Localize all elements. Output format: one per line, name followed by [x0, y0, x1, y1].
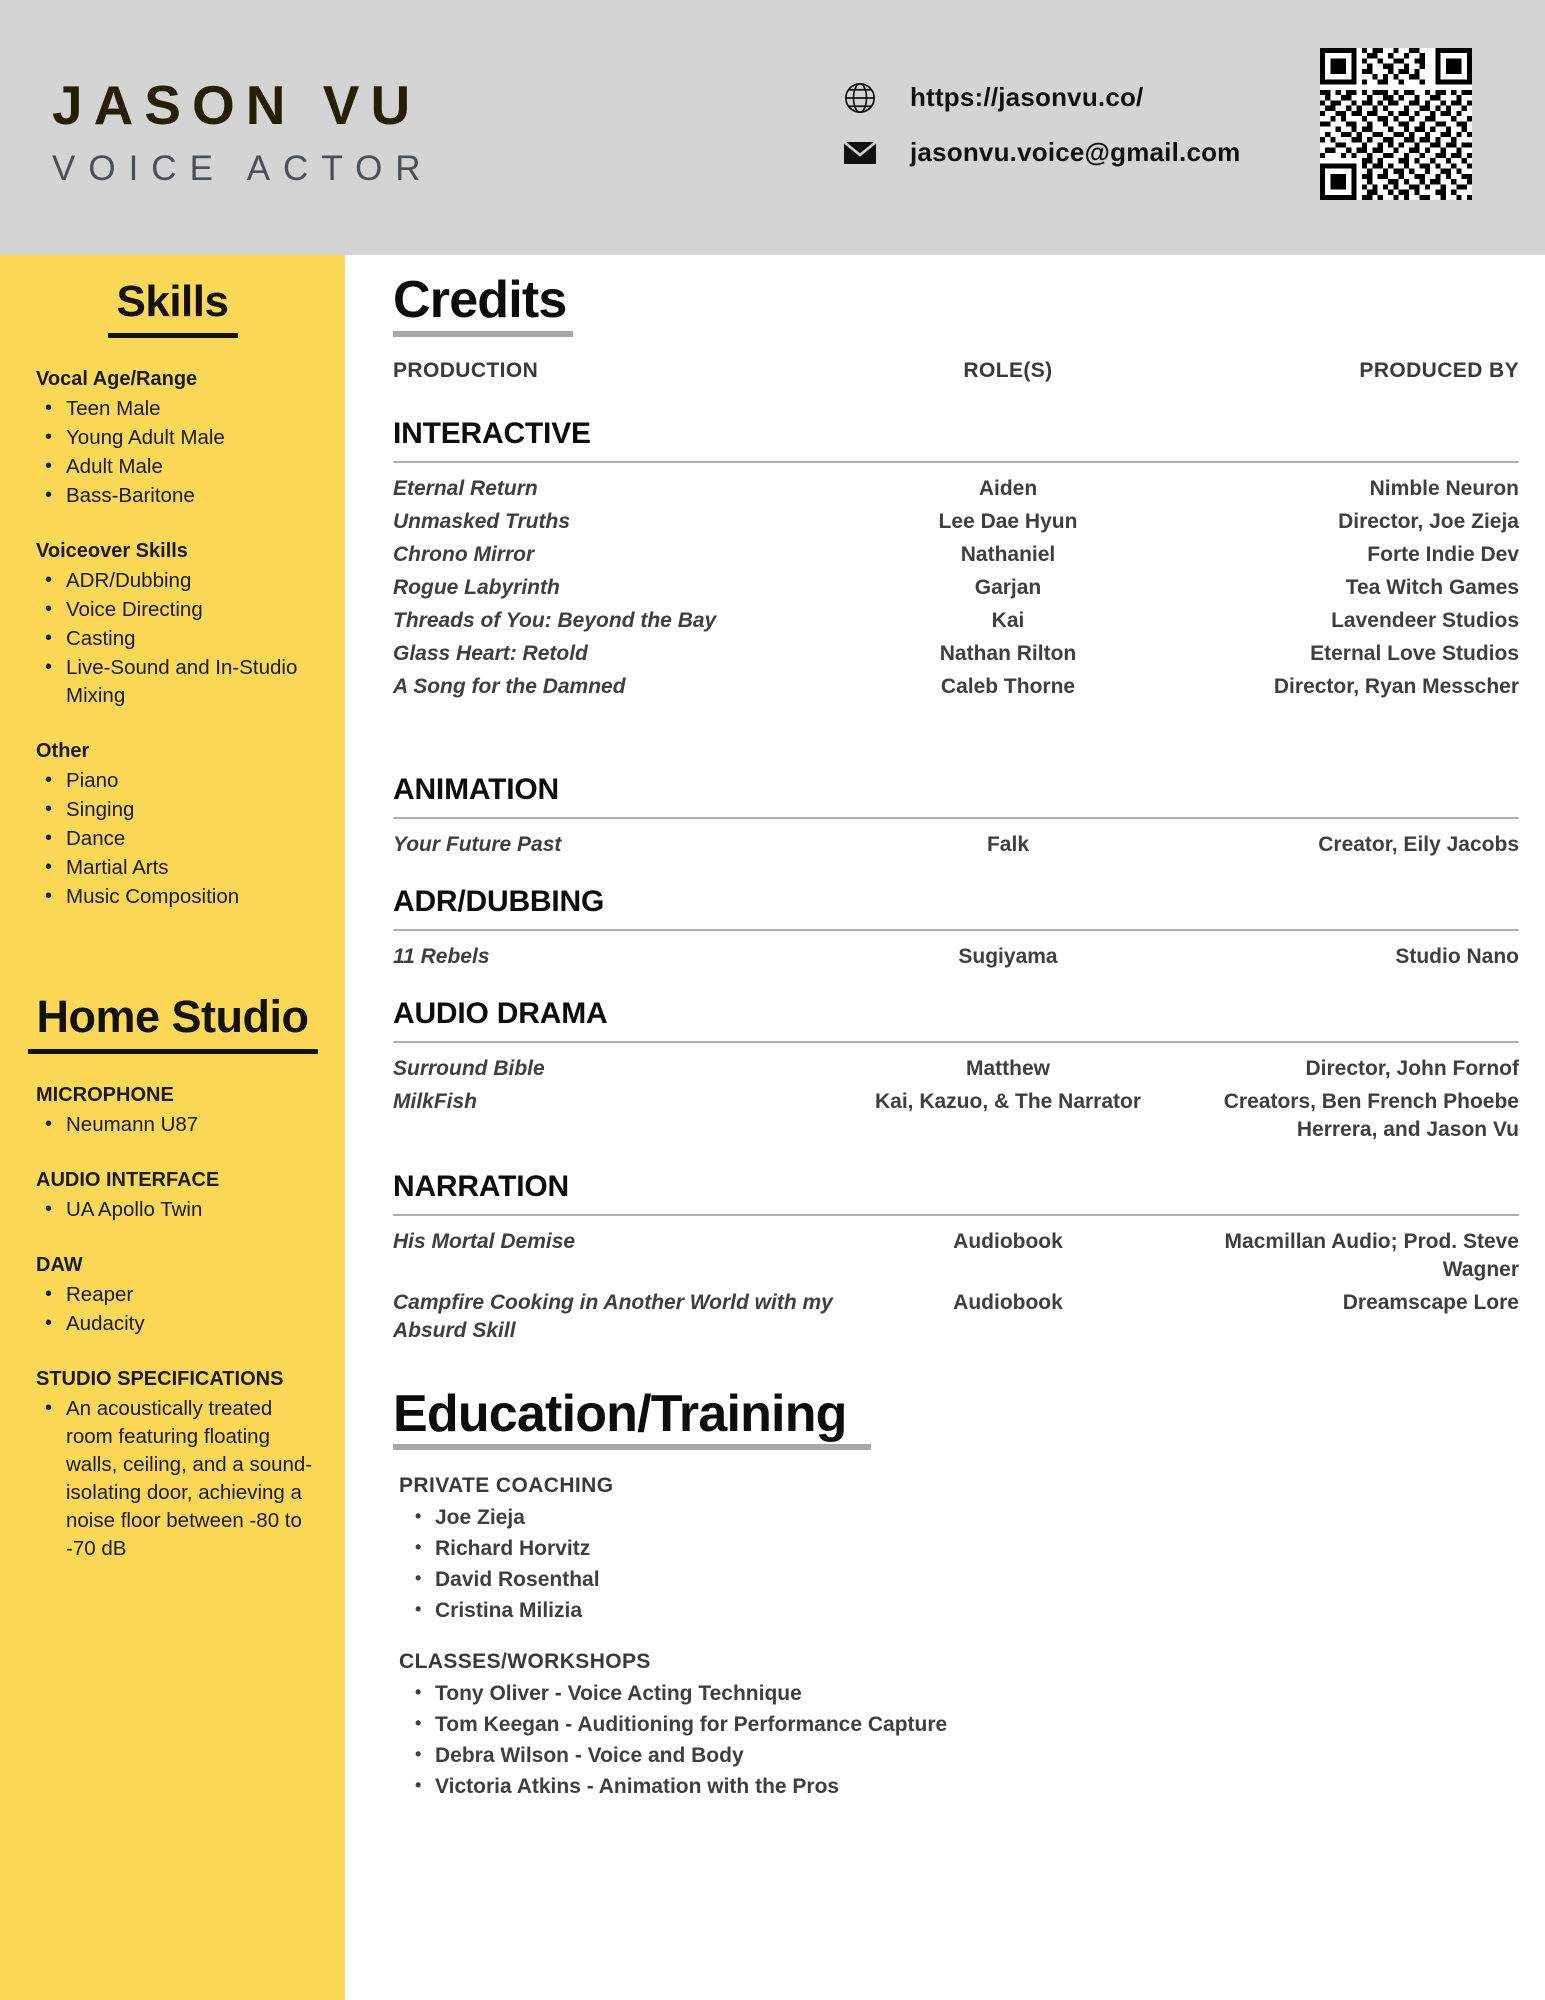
table-row [393, 1228, 1519, 1284]
studio-group-list [36, 1196, 321, 1224]
education-title-wrap [393, 1384, 1519, 1451]
cell-produced-by: Nimble Neuron [1369, 476, 1519, 500]
credits-column-headers [393, 359, 1519, 383]
cell-production: Eternal Return [393, 476, 538, 500]
cell-role: Garjan [974, 575, 1042, 599]
website-url: https://jasonvu.co/ [910, 82, 1144, 112]
table-row [393, 1289, 1519, 1345]
cell-produced-by: Forte Indie Dev [1367, 542, 1519, 566]
skills-group-heading: Other [36, 740, 90, 762]
cell-produced-by: Eternal Love Studios [1310, 641, 1519, 665]
studio-group [36, 1169, 321, 1224]
skills-group-heading: Voiceover Skills [36, 540, 188, 562]
studio-group-list [36, 1281, 321, 1338]
education-group-private-coaching [393, 1474, 1519, 1626]
skills-group-list [36, 767, 321, 911]
skills-title: Skills [116, 277, 229, 326]
education-group-list [393, 1678, 1519, 1802]
table-row [393, 1055, 1519, 1083]
list-item: • Bass-Baritone [36, 482, 321, 510]
studio-group-list [36, 1111, 321, 1139]
cell-production: A Song for the Damned [393, 674, 626, 698]
table-row [393, 831, 1519, 859]
cell-production: Your Future Past [393, 832, 562, 856]
list-item: • Martial Arts [36, 854, 321, 882]
cell-production: Unmasked Truths [393, 509, 570, 533]
skills-group-heading: Vocal Age/Range [36, 368, 198, 390]
cell-production: Rogue Labyrinth [393, 575, 560, 599]
cell-production: His Mortal Demise [393, 1229, 576, 1253]
skills-group-list [36, 567, 321, 710]
category-heading: ANIMATION [393, 772, 559, 806]
studio-group [36, 1084, 321, 1139]
list-item: • Piano [36, 767, 321, 795]
list-item: • Tom Keegan - Auditioning for Performance Capture [393, 1709, 1519, 1740]
role-subtitle: VOICE ACTOR [52, 149, 434, 188]
credits-category-audio-drama [393, 997, 1519, 1144]
list-item: • Tony Oliver - Voice Acting Technique [393, 1678, 1519, 1709]
credits-category-interactive [393, 417, 1519, 701]
cell-role: Lee Dae Hyun [938, 509, 1078, 533]
list-item: • Joe Zieja [393, 1502, 1519, 1533]
name-block [52, 74, 434, 188]
list-item: • Music Composition [36, 883, 321, 911]
credits-category-narration [393, 1170, 1519, 1345]
category-heading: NARRATION [393, 1169, 569, 1203]
category-rule [393, 929, 1519, 931]
cell-production: Chrono Mirror [393, 542, 535, 566]
resume-header [0, 0, 1545, 255]
category-heading: ADR/DUBBING [393, 884, 605, 918]
table-row [393, 607, 1519, 635]
cell-role: Kai [991, 608, 1025, 632]
home-studio-title: Home Studio [36, 991, 309, 1042]
column-header-roles: ROLE(S) [963, 358, 1053, 382]
cell-produced-by: Director, John Fornof [1305, 1056, 1519, 1080]
cell-production: 11 Rebels [393, 944, 490, 968]
resume-body [0, 255, 1545, 2000]
skills-group [36, 368, 321, 510]
table-row [393, 541, 1519, 569]
table-row [393, 673, 1519, 701]
cell-role: Falk [986, 832, 1030, 856]
studio-group-heading: MICROPHONE [36, 1084, 174, 1106]
category-rule [393, 1214, 1519, 1216]
category-heading: INTERACTIVE [393, 416, 591, 450]
cell-produced-by: Creator, Eily Jacobs [1318, 832, 1519, 856]
cell-production: Campfire Cooking in Another World with my Absurd Skill [393, 1290, 833, 1342]
skills-section [0, 368, 345, 911]
education-title-underline [393, 1444, 871, 1450]
table-row [393, 508, 1519, 536]
list-item: • Teen Male [36, 395, 321, 423]
cell-production: Surround Bible [393, 1056, 545, 1080]
table-row [393, 943, 1519, 971]
email-address: jasonvu.voice@gmail.com [910, 137, 1241, 167]
studio-group-heading: DAW [36, 1254, 83, 1276]
list-item: • Neumann U87 [36, 1111, 321, 1139]
cell-produced-by: Creators, Ben French Phoebe Herrera, and Jason Vu [1223, 1089, 1519, 1141]
cell-role: Audiobook [953, 1229, 1063, 1253]
table-row [393, 640, 1519, 668]
contact-website[interactable] [840, 70, 1241, 125]
cell-role: Nathan Rilton [939, 641, 1077, 665]
studio-title-wrap [0, 969, 345, 1054]
skills-title-wrap [0, 255, 345, 338]
list-item: • Adult Male [36, 453, 321, 481]
page-title: JASON VU [52, 74, 422, 136]
cell-production: Threads of You: Beyond the Bay [393, 608, 717, 632]
credits-category-animation [393, 773, 1519, 859]
skills-title-underline [108, 333, 238, 338]
skills-group-list [36, 395, 321, 510]
cell-produced-by: Lavendeer Studios [1331, 608, 1519, 632]
list-item: • Live-Sound and In-Studio Mixing [36, 654, 321, 710]
education-section [393, 1384, 1519, 1803]
globe-icon [840, 78, 880, 118]
education-group-heading: PRIVATE COACHING [399, 1474, 614, 1498]
list-item: • Debra Wilson - Voice and Body [393, 1740, 1519, 1771]
table-row [393, 1088, 1519, 1144]
cell-role: Audiobook [953, 1290, 1063, 1314]
list-item: • Singing [36, 796, 321, 824]
list-item: • Dance [36, 825, 321, 853]
list-item: • Audacity [36, 1310, 321, 1338]
category-rule [393, 1041, 1519, 1043]
cell-role: Kai, Kazuo, & The Narrator [874, 1089, 1142, 1113]
credits-title-wrap [393, 273, 1519, 337]
cell-production: MilkFish [393, 1089, 478, 1113]
credits-title: Credits [393, 271, 567, 329]
skills-group [36, 740, 321, 911]
list-item: • An acoustically treated room featuring floating walls, ceiling, and a sound-isolating door, achieving a noise floor between -80 to -70 dB [36, 1395, 321, 1563]
studio-group-heading: AUDIO INTERFACE [36, 1169, 220, 1191]
education-group-list [393, 1502, 1519, 1626]
category-rule [393, 817, 1519, 819]
list-item: • Cristina Milizia [393, 1595, 1519, 1626]
studio-group-heading: STUDIO SPECIFICATIONS [36, 1368, 284, 1390]
cell-produced-by: Studio Nano [1395, 944, 1519, 968]
category-rule [393, 461, 1519, 463]
studio-group [36, 1368, 321, 1563]
table-row [393, 574, 1519, 602]
home-studio-section [0, 1084, 345, 1563]
cell-produced-by: Director, Joe Zieja [1338, 509, 1519, 533]
skills-group [36, 540, 321, 710]
list-item: • Reaper [36, 1281, 321, 1309]
list-item: • David Rosenthal [393, 1564, 1519, 1595]
credits-category-adr-dubbing [393, 885, 1519, 971]
cell-role: Matthew [966, 1056, 1050, 1080]
column-header-production: PRODUCTION [393, 358, 539, 382]
contact-email[interactable] [840, 125, 1241, 180]
table-row [393, 475, 1519, 503]
column-header-produced-by: PRODUCED BY [1359, 358, 1519, 382]
list-item: • Young Adult Male [36, 424, 321, 452]
qr-code [1320, 48, 1472, 200]
list-item: • UA Apollo Twin [36, 1196, 321, 1224]
education-group-heading: CLASSES/WORKSHOPS [399, 1650, 651, 1674]
studio-group-list [36, 1395, 321, 1563]
home-studio-title-underline [28, 1049, 318, 1054]
cell-produced-by: Tea Witch Games [1345, 575, 1519, 599]
contact-block [840, 70, 1241, 180]
envelope-icon [840, 133, 880, 173]
cell-produced-by: Director, Ryan Messcher [1273, 674, 1519, 698]
category-heading: AUDIO DRAMA [393, 996, 608, 1030]
list-item: • Casting [36, 625, 321, 653]
studio-group [36, 1254, 321, 1338]
education-group-classes-workshops [393, 1650, 1519, 1802]
sidebar [0, 255, 345, 2000]
main-content [345, 255, 1545, 2000]
list-item: • Voice Directing [36, 596, 321, 624]
education-title: Education/Training [393, 1384, 847, 1443]
cell-role: Sugiyama [958, 944, 1058, 968]
cell-produced-by: Macmillan Audio; Prod. Steve Wagner [1224, 1229, 1519, 1281]
credits-title-underline [393, 331, 573, 337]
list-item: • Richard Horvitz [393, 1533, 1519, 1564]
list-item: • ADR/Dubbing [36, 567, 321, 595]
cell-role: Aiden [978, 476, 1038, 500]
cell-produced-by: Dreamscape Lore [1342, 1290, 1519, 1314]
list-item: • Victoria Atkins - Animation with the Pros [393, 1771, 1519, 1802]
cell-role: Caleb Thorne [940, 674, 1076, 698]
cell-production: Glass Heart: Retold [393, 641, 588, 665]
cell-role: Nathaniel [960, 542, 1056, 566]
